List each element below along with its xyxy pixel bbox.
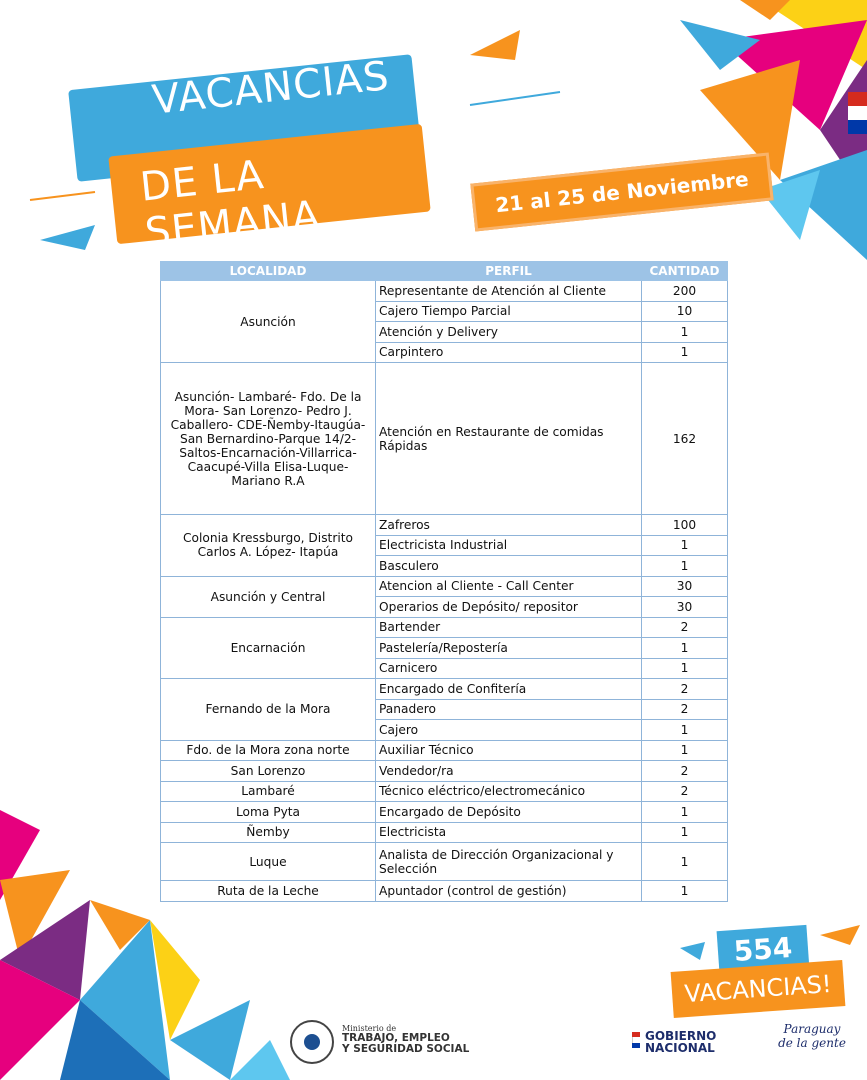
cantidad-cell: 1: [642, 535, 728, 556]
table-row: [161, 843, 728, 881]
perfil-cell: Zafreros: [376, 515, 642, 536]
perfil-cell: Encargado de Depósito: [376, 802, 642, 823]
localidad-cell: San Lorenzo: [161, 761, 376, 782]
table-row: [161, 281, 728, 302]
paraguay-slogan-logo: [772, 1022, 852, 1050]
cantidad-cell: 1: [642, 342, 728, 363]
localidad-cell: Encarnación: [161, 617, 376, 679]
gobierno-line1: GOBIERNO: [645, 1029, 717, 1043]
localidad-cell: Luque: [161, 843, 376, 881]
table-row: [161, 363, 728, 515]
localidad-cell: Fernando de la Mora: [161, 679, 376, 741]
total-vacancies-number: 554: [732, 931, 794, 969]
table-row: [161, 679, 728, 700]
localidad-cell: Asunción: [161, 281, 376, 363]
flag-stripe-blue: [848, 120, 867, 134]
perfil-cell: Atencion al Cliente - Call Center: [376, 576, 642, 597]
deco-triangle: [820, 925, 860, 945]
cantidad-cell: 1: [642, 658, 728, 679]
perfil-cell: Representante de Atención al Cliente: [376, 281, 642, 302]
table-row: [161, 822, 728, 843]
cantidad-cell: 2: [642, 761, 728, 782]
deco-line: [470, 92, 560, 105]
localidad-cell: Ruta de la Leche: [161, 881, 376, 902]
perfil-cell: Encargado de Confitería: [376, 679, 642, 700]
cantidad-cell: 1: [642, 740, 728, 761]
cantidad-cell: 2: [642, 617, 728, 638]
perfil-cell: Carpintero: [376, 342, 642, 363]
deco-line: [30, 192, 95, 200]
cantidad-cell: 2: [642, 679, 728, 700]
cantidad-cell: 1: [642, 822, 728, 843]
ministry-seal-logo: [290, 1020, 334, 1064]
perfil-cell: Electricista Industrial: [376, 535, 642, 556]
table-row: [161, 781, 728, 802]
table-row: [161, 576, 728, 597]
slogan-line2: de la gente: [778, 1036, 846, 1050]
ministry-line1: TRABAJO, EMPLEO: [342, 1032, 450, 1044]
cantidad-cell: 2: [642, 781, 728, 802]
localidad-cell: Colonia Kressburgo, Distrito Carlos A. López- Itapúa: [161, 515, 376, 577]
table-row: [161, 740, 728, 761]
perfil-cell: Auxiliar Técnico: [376, 740, 642, 761]
slogan-line1: Paraguay: [783, 1022, 841, 1036]
table-header-row: [161, 262, 728, 281]
cantidad-cell: 1: [642, 556, 728, 577]
table-row: [161, 881, 728, 902]
perfil-cell: Técnico eléctrico/electromecánico: [376, 781, 642, 802]
gobierno-flag-icon: [632, 1032, 640, 1048]
localidad-cell: Loma Pyta: [161, 802, 376, 823]
vacancies-table: [160, 261, 728, 902]
page-title-line2: DE LA SEMANA: [138, 152, 323, 257]
perfil-cell: Atención y Delivery: [376, 322, 642, 343]
flag-stripe-white: [848, 106, 867, 120]
cantidad-cell: 1: [642, 802, 728, 823]
deco-triangle: [470, 30, 520, 60]
perfil-cell: Basculero: [376, 556, 642, 577]
localidad-cell: Ñemby: [161, 822, 376, 843]
localidad-cell: Fdo. de la Mora zona norte: [161, 740, 376, 761]
cantidad-cell: 100: [642, 515, 728, 536]
gobierno-line2: NACIONAL: [645, 1041, 715, 1055]
deco-triangle: [230, 1040, 290, 1080]
cantidad-cell: 1: [642, 638, 728, 659]
perfil-cell: Operarios de Depósito/ repositor: [376, 597, 642, 618]
table-row: [161, 761, 728, 782]
perfil-cell: Vendedor/ra: [376, 761, 642, 782]
perfil-cell: Electricista: [376, 822, 642, 843]
page-title-line1: VACANCIAS: [150, 53, 392, 124]
perfil-cell: Carnicero: [376, 658, 642, 679]
ministry-label-small: Ministerio de: [342, 1024, 397, 1033]
cantidad-cell: 1: [642, 881, 728, 902]
perfil-cell: Pastelería/Repostería: [376, 638, 642, 659]
cantidad-cell: 10: [642, 301, 728, 322]
perfil-cell: Cajero: [376, 720, 642, 741]
deco-triangle: [40, 225, 95, 250]
table-row: [161, 515, 728, 536]
ministry-name: [342, 1033, 472, 1055]
table-row: [161, 802, 728, 823]
localidad-cell: Asunción y Central: [161, 576, 376, 617]
cantidad-cell: 30: [642, 576, 728, 597]
header-cantidad: CANTIDAD: [642, 262, 728, 281]
deco-triangle: [680, 942, 705, 960]
perfil-cell: Apuntador (control de gestión): [376, 881, 642, 902]
perfil-cell: Analista de Dirección Organizacional y Selección: [376, 843, 642, 881]
cantidad-cell: 162: [642, 363, 728, 515]
cantidad-cell: 1: [642, 843, 728, 881]
perfil-cell: Panadero: [376, 699, 642, 720]
gobierno-nacional-logo: [645, 1030, 716, 1054]
perfil-cell: Bartender: [376, 617, 642, 638]
header-localidad: LOCALIDAD: [161, 262, 376, 281]
total-vacancies-label: VACANCIAS!: [683, 969, 833, 1009]
cantidad-cell: 200: [642, 281, 728, 302]
cantidad-cell: 1: [642, 322, 728, 343]
perfil-cell: Cajero Tiempo Parcial: [376, 301, 642, 322]
cantidad-cell: 30: [642, 597, 728, 618]
ministry-line2: Y SEGURIDAD SOCIAL: [342, 1043, 470, 1055]
cantidad-cell: 1: [642, 720, 728, 741]
table-row: [161, 617, 728, 638]
perfil-cell: Atención en Restaurante de comidas Rápidas: [376, 363, 642, 515]
localidad-cell: Asunción- Lambaré- Fdo. De la Mora- San Lorenzo- Pedro J. Caballero- CDE-Ñemby-Itaugúa-San Bernardino-Parque 14/2-Saltos-Encarnación-Villarrica-Caacupé-Villa Elisa-Luque-Mariano R.A: [161, 363, 376, 515]
cantidad-cell: 2: [642, 699, 728, 720]
header-perfil: PERFIL: [376, 262, 642, 281]
localidad-cell: Lambaré: [161, 781, 376, 802]
date-range: 21 al 25 de Noviembre: [494, 166, 750, 218]
flag-stripe-red: [848, 92, 867, 106]
